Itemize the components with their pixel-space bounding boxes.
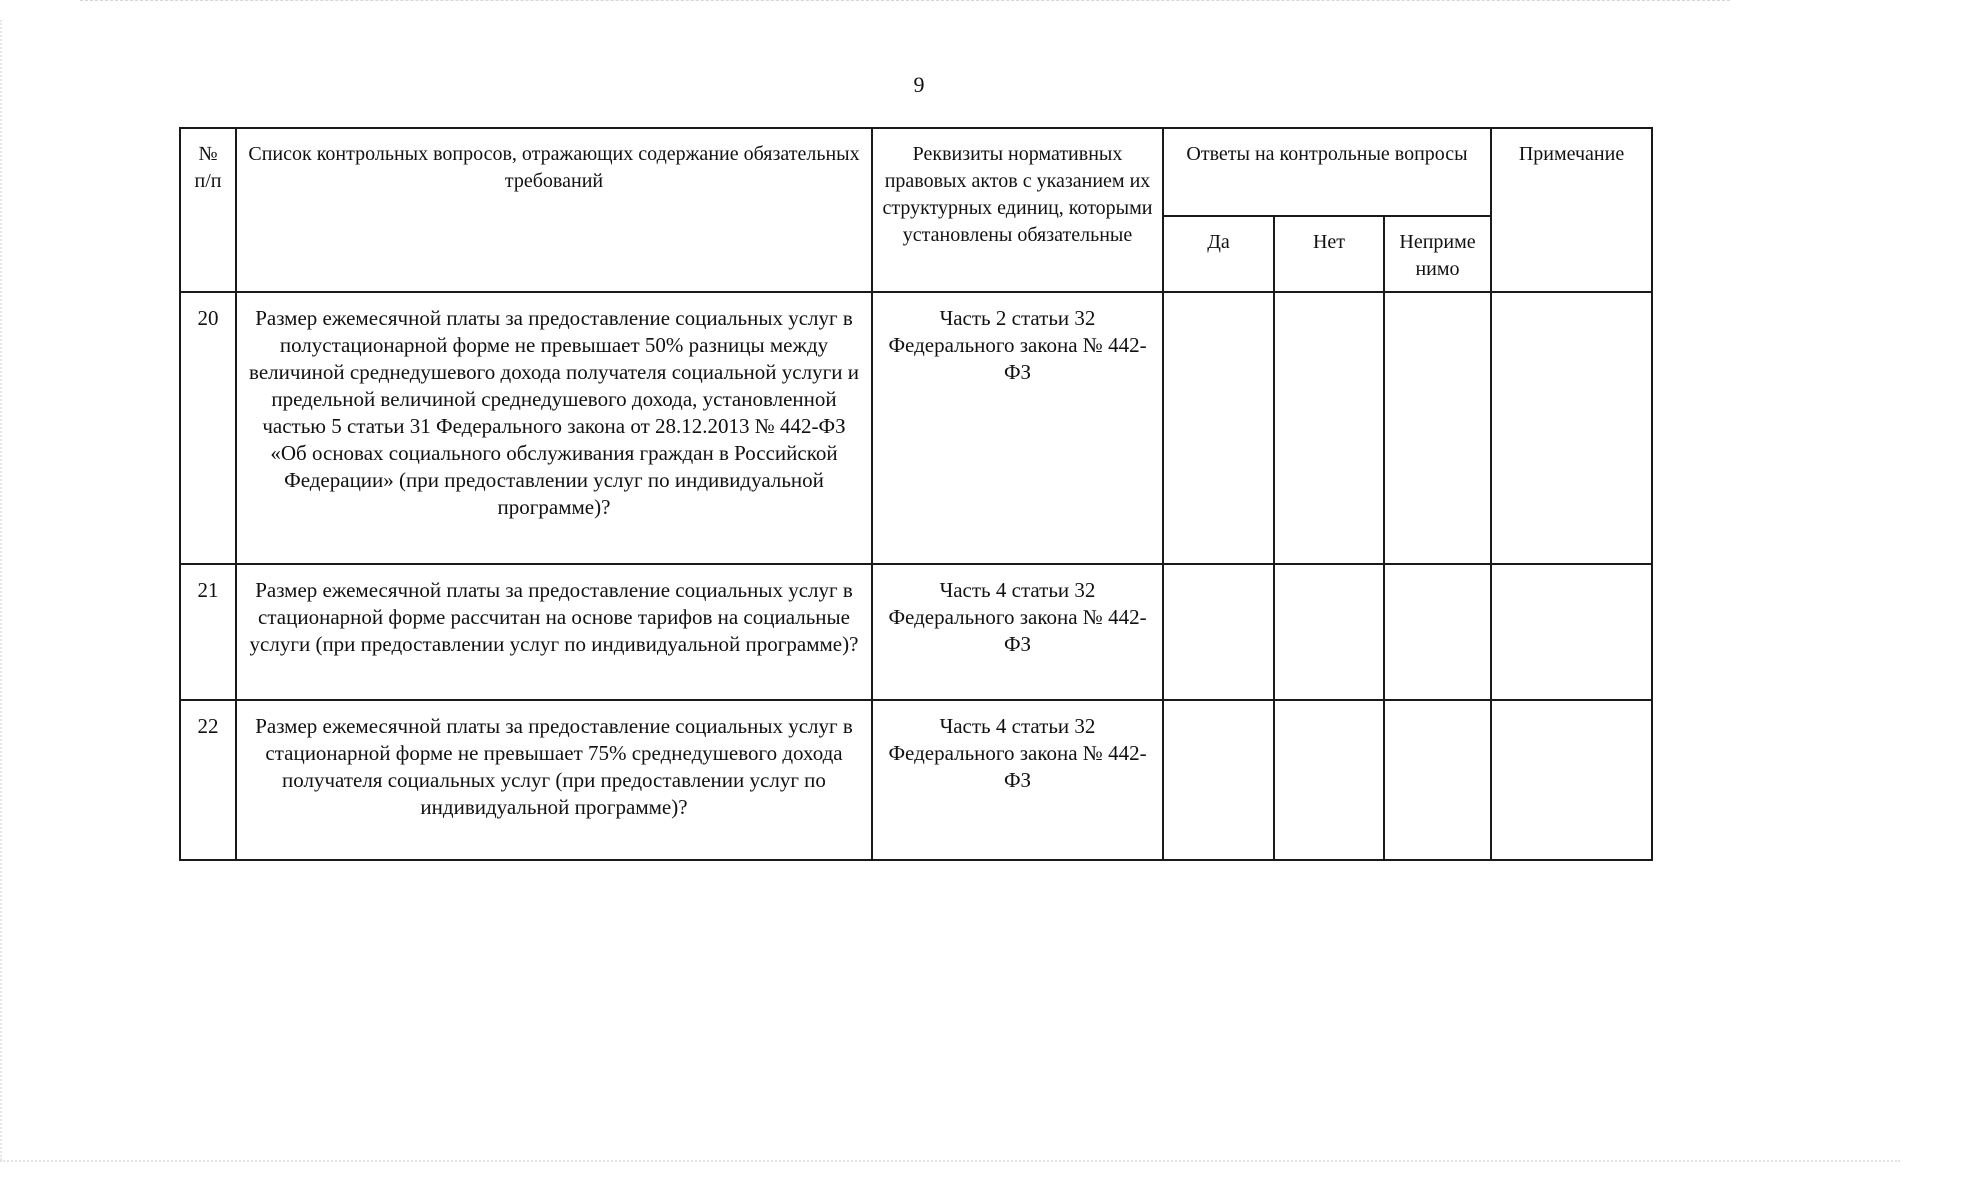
header-requisites: [872, 128, 1163, 292]
question-text: Размер ежемесячной платы за предоставление социальных услуг в полустационарной форме не превышает 50% разницы между величиной среднедушевого дохода получателя социальной услуги и предельной величиной среднедушевого дохода, установленной частью 5 статьи 31 Федерального закона от 28.12.2013 № 442-ФЗ «Об основах социального обслуживания граждан в Российской Федерации» (при предоставлении услуг по индивидуальной программе)?: [236, 292, 872, 564]
header-num: № п/п: [180, 128, 236, 292]
row-number: 20: [180, 292, 236, 564]
answer-yes-cell[interactable]: [1163, 700, 1274, 860]
header-row: [180, 128, 1652, 216]
header-requisites-text: Реквизиты нормативных правовых актов с указанием их структурных единиц, которыми установлены обязательные: [882, 143, 1153, 246]
answer-na-cell[interactable]: [1384, 292, 1491, 564]
answer-yes-cell[interactable]: [1163, 564, 1274, 700]
question-text: Размер ежемесячной платы за предоставление социальных услуг в стационарной форме рассчитан на основе тарифов на социальные услуги (при предоставлении услуг по индивидуальной программе)?: [236, 564, 872, 700]
question-text: Размер ежемесячной платы за предоставление социальных услуг в стационарной форме не превышает 75% среднедушевого дохода получателя социальных услуг (при предоставлении услуг по индивидуальной программе)?: [236, 700, 872, 860]
note-cell[interactable]: [1491, 700, 1652, 860]
answer-na-cell[interactable]: [1384, 564, 1491, 700]
header-answer-na: Неприме нимо: [1384, 216, 1491, 292]
table-row: [180, 292, 1652, 564]
header-answers: Ответы на контрольные вопросы: [1163, 128, 1491, 216]
law-requisites: Часть 4 статьи 32 Федерального закона № 442-ФЗ: [872, 700, 1163, 860]
answer-no-cell[interactable]: [1274, 292, 1384, 564]
answer-no-cell[interactable]: [1274, 564, 1384, 700]
scan-edge-left: [0, 20, 4, 1160]
checklist-table: [179, 127, 1653, 861]
note-cell[interactable]: [1491, 564, 1652, 700]
table-row: [180, 700, 1652, 860]
row-number: 22: [180, 700, 236, 860]
row-number: 21: [180, 564, 236, 700]
header-questions: Список контрольных вопросов, отражающих содержание обязательных требований: [236, 128, 872, 292]
header-note: Примечание: [1491, 128, 1652, 292]
answer-na-cell[interactable]: [1384, 700, 1491, 860]
header-answer-no: Нет: [1274, 216, 1384, 292]
scan-edge-bottom: [0, 1160, 1900, 1164]
table-row: [180, 564, 1652, 700]
answer-yes-cell[interactable]: [1163, 292, 1274, 564]
answer-no-cell[interactable]: [1274, 700, 1384, 860]
header-answer-yes: Да: [1163, 216, 1274, 292]
note-cell[interactable]: [1491, 292, 1652, 564]
scan-edge-top: [80, 0, 1730, 3]
law-requisites: Часть 2 статьи 32 Федерального закона № 442-ФЗ: [872, 292, 1163, 564]
page-number: 9: [913, 72, 925, 97]
law-requisites: Часть 4 статьи 32 Федерального закона № 442-ФЗ: [872, 564, 1163, 700]
